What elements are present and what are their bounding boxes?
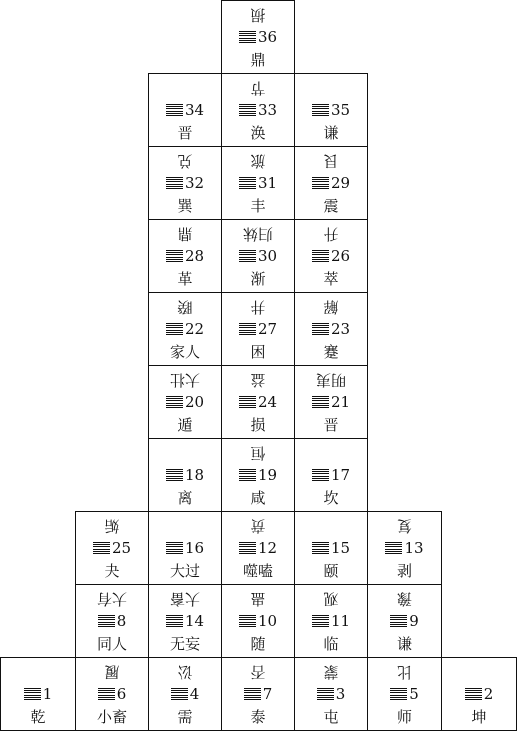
upper-hexagram-name: 睽 [177, 298, 193, 316]
lower-hexagram-name: 晋 [177, 124, 193, 142]
hexagram-icon [166, 542, 183, 555]
hexagram-number: 17 [330, 466, 351, 484]
hexagram-cell-33 [221, 73, 295, 147]
hexagram-icon [166, 396, 183, 409]
hexagram-entry [149, 540, 221, 556]
hexagram-entry [295, 175, 367, 191]
lower-hexagram-name: 损 [250, 416, 266, 434]
lower-hexagram-name: 坤 [471, 708, 487, 726]
hexagram-entry [149, 394, 221, 410]
lower-hexagram-name: 革 [177, 270, 193, 288]
hexagram-icon [166, 177, 183, 190]
hexagram-icon [390, 688, 407, 701]
lower-hexagram-name: 巽 [177, 197, 193, 215]
hexagram-number: 35 [330, 101, 351, 119]
lower-hexagram-name: 萃 [323, 270, 339, 288]
hexagram-entry [295, 613, 367, 629]
hexagram-number: 16 [184, 539, 205, 557]
hexagram-number: 21 [330, 393, 351, 411]
upper-hexagram-name: 豫 [397, 590, 413, 608]
hexagram-entry [368, 686, 441, 702]
upper-hexagram-name: 大有 [97, 590, 128, 608]
hexagram-entry [222, 394, 294, 410]
hexagram-icon [239, 177, 256, 190]
hexagram-cell-16 [148, 511, 222, 585]
hexagram-cell-9 [367, 584, 442, 658]
hexagram-cell-2 [441, 657, 517, 731]
hexagram-icon [312, 177, 329, 190]
upper-hexagram-name: 复 [397, 517, 413, 535]
hexagram-cell-14 [148, 584, 222, 658]
lower-hexagram-name: 乾 [30, 708, 46, 726]
hexagram-cell-26 [294, 219, 368, 293]
upper-hexagram-name: 升 [323, 225, 339, 243]
lower-hexagram-name: 坎 [323, 489, 339, 507]
hexagram-cell-18 [148, 438, 222, 512]
hexagram-cell-15 [294, 511, 368, 585]
hexagram-entry [1, 686, 75, 702]
hexagram-cell-25 [75, 511, 149, 585]
hexagram-number: 26 [330, 247, 351, 265]
hexagram-icon [312, 396, 329, 409]
lower-hexagram-name: 需 [177, 708, 193, 726]
lower-hexagram-name: 屯 [323, 708, 339, 726]
hexagram-number: 5 [409, 685, 419, 703]
upper-hexagram-name: 观 [323, 590, 339, 608]
hexagram-icon [166, 104, 183, 117]
hexagram-entry [295, 540, 367, 556]
hexagram-number: 36 [257, 28, 278, 46]
lower-hexagram-name: 蹇 [323, 343, 339, 361]
upper-hexagram-name: 贲 [250, 517, 266, 535]
hexagram-number: 15 [330, 539, 351, 557]
hexagram-number: 4 [189, 685, 200, 703]
lower-hexagram-name: 颐 [323, 562, 339, 580]
hexagram-entry [295, 686, 367, 702]
hexagram-icon [385, 542, 402, 555]
hexagram-number: 18 [184, 466, 205, 484]
hexagram-cell-21 [294, 365, 368, 439]
hexagram-entry [295, 248, 367, 264]
hexagram-icon [312, 469, 329, 482]
hexagram-cell-1 [0, 657, 76, 731]
upper-hexagram-name: 蛊 [250, 590, 266, 608]
lower-hexagram-name: 鼎 [250, 51, 266, 69]
hexagram-cell-13 [367, 511, 442, 585]
hexagram-cell-34 [148, 73, 222, 147]
upper-hexagram-name: 明夷 [316, 371, 347, 389]
lower-hexagram-name: 咸 [250, 489, 266, 507]
hexagram-entry [222, 467, 294, 483]
upper-hexagram-name: 大壮 [170, 371, 201, 389]
lower-hexagram-name: 震 [323, 197, 339, 215]
hexagram-entry [222, 248, 294, 264]
hexagram-icon [166, 323, 183, 336]
hexagram-icon [166, 615, 183, 628]
hexagram-entry [149, 321, 221, 337]
upper-hexagram-name: 井 [250, 298, 266, 316]
hexagram-icon [98, 688, 115, 701]
hexagram-cell-4 [148, 657, 222, 731]
hexagram-icon [239, 542, 256, 555]
hexagram-cell-28 [148, 219, 222, 293]
hexagram-icon [166, 250, 183, 263]
hexagram-number: 23 [330, 320, 351, 338]
upper-hexagram-name: 履 [104, 663, 120, 681]
lower-hexagram-name: 遁 [177, 416, 193, 434]
hexagram-number: 28 [184, 247, 205, 265]
hexagram-icon [239, 615, 256, 628]
upper-hexagram-name: 否 [250, 663, 266, 681]
upper-hexagram-name: 恒 [250, 444, 266, 462]
hexagram-cell-3 [294, 657, 368, 731]
upper-hexagram-name: 归妹 [243, 225, 274, 243]
hexagram-entry [149, 248, 221, 264]
hexagram-icon [239, 396, 256, 409]
hexagram-cell-6 [75, 657, 149, 731]
hexagram-number: 13 [404, 539, 424, 557]
hexagram-cell-22 [148, 292, 222, 366]
hexagram-cell-19 [221, 438, 295, 512]
hexagram-number: 30 [257, 247, 278, 265]
hexagram-entry [149, 175, 221, 191]
hexagram-icon [317, 688, 334, 701]
hexagram-number: 31 [257, 174, 278, 192]
lower-hexagram-name: 晋 [323, 416, 339, 434]
hexagram-cell-20 [148, 365, 222, 439]
hexagram-icon [239, 104, 256, 117]
hexagram-entry [222, 686, 294, 702]
hexagram-icon [239, 469, 256, 482]
hexagram-number: 34 [184, 101, 205, 119]
hexagram-icon [239, 323, 256, 336]
hexagram-entry [76, 613, 148, 629]
lower-hexagram-name: 噬嗑 [242, 562, 273, 580]
hexagram-cell-12 [221, 511, 295, 585]
hexagram-number: 10 [257, 612, 278, 630]
lower-hexagram-name: 临 [323, 635, 339, 653]
hexagram-cell-23 [294, 292, 368, 366]
hexagram-entry [222, 321, 294, 337]
upper-hexagram-name: 损 [250, 6, 266, 24]
hexagram-entry [295, 321, 367, 337]
upper-hexagram-name: 艮 [323, 152, 339, 170]
hexagram-number: 11 [330, 612, 351, 630]
hexagram-entry [76, 686, 148, 702]
hexagram-number: 25 [111, 539, 132, 557]
upper-hexagram-name: 蒙 [323, 663, 339, 681]
upper-hexagram-name: 比 [397, 663, 413, 681]
lower-hexagram-name: 困 [250, 343, 266, 361]
hexagram-number: 22 [184, 320, 205, 338]
lower-hexagram-name: 离 [177, 489, 193, 507]
hexagram-cell-11 [294, 584, 368, 658]
lower-hexagram-name: 家人 [169, 343, 200, 361]
hexagram-number: 32 [184, 174, 205, 192]
lower-hexagram-name: 无妄 [169, 635, 200, 653]
lower-hexagram-name: 小畜 [96, 708, 127, 726]
hexagram-cell-30 [221, 219, 295, 293]
hexagram-entry [149, 613, 221, 629]
hexagram-entry [222, 175, 294, 191]
hexagram-cell-10 [221, 584, 295, 658]
hexagram-number: 12 [257, 539, 278, 557]
hexagram-cell-31 [221, 146, 295, 220]
upper-hexagram-name: 兑 [177, 152, 193, 170]
hexagram-icon [24, 688, 41, 701]
hexagram-number: 33 [257, 101, 278, 119]
lower-hexagram-name: 渐 [250, 270, 266, 288]
upper-hexagram-name: 节 [250, 79, 266, 97]
upper-hexagram-name: 鼎 [177, 225, 193, 243]
hexagram-entry [295, 394, 367, 410]
hexagram-icon [93, 542, 110, 555]
hexagram-cell-17 [294, 438, 368, 512]
hexagram-icon [312, 250, 329, 263]
hexagram-number: 24 [257, 393, 278, 411]
hexagram-cell-8 [75, 584, 149, 658]
hexagram-number: 1 [42, 685, 53, 703]
hexagram-number: 3 [335, 685, 346, 703]
lower-hexagram-name: 剥 [396, 562, 412, 580]
hexagram-icon [171, 688, 188, 701]
hexagram-cell-32 [148, 146, 222, 220]
hexagram-icon [239, 31, 256, 44]
hexagram-cell-7 [221, 657, 295, 731]
hexagram-entry [442, 686, 516, 702]
hexagram-icon [312, 323, 329, 336]
hexagram-cell-35 [294, 73, 368, 147]
hexagram-icon [312, 104, 329, 117]
hexagram-cell-5 [367, 657, 442, 731]
hexagram-entry [149, 467, 221, 483]
hexagram-number: 20 [184, 393, 205, 411]
lower-hexagram-name: 夬 [104, 562, 120, 580]
hexagram-number: 27 [257, 320, 278, 338]
upper-hexagram-name: 姤 [104, 517, 120, 535]
hexagram-number: 6 [116, 685, 127, 703]
hexagram-icon [465, 688, 482, 701]
lower-hexagram-name: 涣 [250, 124, 266, 142]
hexagram-number: 29 [330, 174, 351, 192]
hexagram-entry [149, 686, 221, 702]
hexagram-entry [76, 540, 148, 556]
hexagram-cell-27 [221, 292, 295, 366]
lower-hexagram-name: 同人 [96, 635, 127, 653]
hexagram-entry [149, 102, 221, 118]
hexagram-entry [295, 102, 367, 118]
hexagram-icon [244, 688, 261, 701]
hexagram-icon [390, 615, 407, 628]
hexagram-entry [222, 29, 294, 45]
upper-hexagram-name: 解 [323, 298, 339, 316]
hexagram-entry [368, 613, 441, 629]
lower-hexagram-name: 随 [250, 635, 266, 653]
hexagram-icon [166, 469, 183, 482]
lower-hexagram-name: 谦 [323, 124, 339, 142]
hexagram-icon [98, 615, 115, 628]
hexagram-number: 8 [116, 612, 127, 630]
hexagram-number: 7 [262, 685, 273, 703]
hexagram-icon [312, 615, 329, 628]
lower-hexagram-name: 谦 [396, 635, 412, 653]
hexagram-number: 14 [184, 612, 205, 630]
upper-hexagram-name: 旅 [250, 152, 266, 170]
lower-hexagram-name: 大过 [169, 562, 200, 580]
hexagram-entry [222, 613, 294, 629]
hexagram-cell-24 [221, 365, 295, 439]
upper-hexagram-name: 讼 [177, 663, 193, 681]
lower-hexagram-name: 师 [396, 708, 412, 726]
hexagram-number: 19 [257, 466, 278, 484]
upper-hexagram-name: 益 [250, 371, 266, 389]
hexagram-number: 9 [409, 612, 419, 630]
hexagram-entry [222, 540, 294, 556]
hexagram-cell-36 [221, 0, 295, 74]
hexagram-entry [222, 102, 294, 118]
upper-hexagram-name: 大畜 [170, 590, 201, 608]
hexagram-icon [312, 542, 329, 555]
hexagram-cell-29 [294, 146, 368, 220]
lower-hexagram-name: 泰 [250, 708, 266, 726]
hexagram-entry [368, 540, 441, 556]
hexagram-icon [239, 250, 256, 263]
hexagram-number: 2 [483, 685, 494, 703]
hexagram-entry [295, 467, 367, 483]
lower-hexagram-name: 丰 [250, 197, 266, 215]
